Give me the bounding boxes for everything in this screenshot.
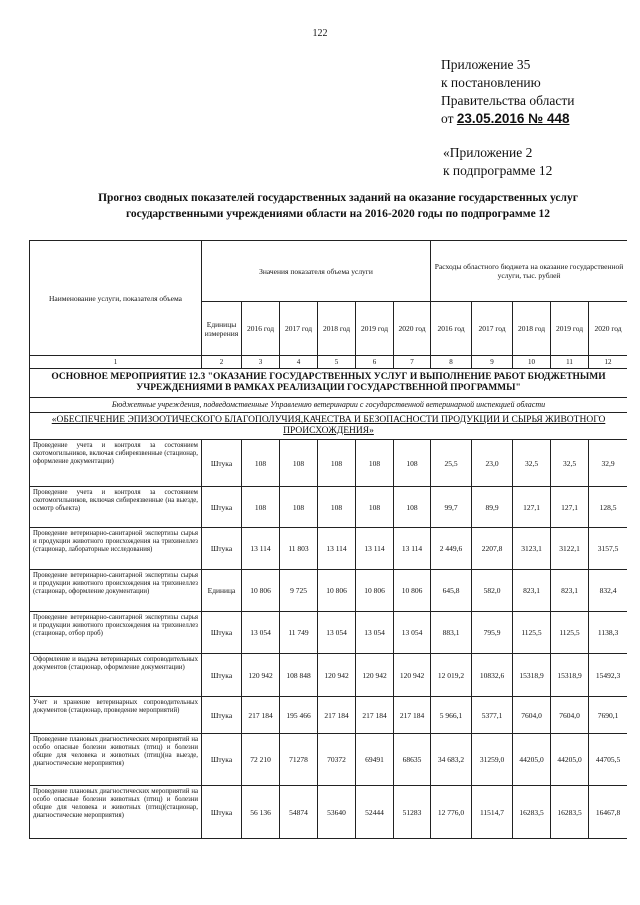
date-prefix: от xyxy=(441,111,454,126)
volume-value-cell: 13 054 xyxy=(318,612,356,654)
header-cost-year: 2018 год xyxy=(513,302,551,356)
budget-cost-cell: 11514,7 xyxy=(472,786,513,839)
table-row xyxy=(30,570,628,612)
service-name-cell: Учет и хранение ветеринарных сопроводительных документов (стационар, проведение мероприятий) xyxy=(30,697,202,734)
header-row-groups xyxy=(30,241,628,302)
budget-cost-cell: 3122,1 xyxy=(551,528,589,570)
data-rows xyxy=(30,440,628,839)
table-row xyxy=(30,612,628,654)
volume-value-cell: 13 114 xyxy=(356,528,394,570)
budget-cost-cell: 5 966,1 xyxy=(431,697,472,734)
volume-value-cell: 51283 xyxy=(394,786,431,839)
service-name-cell: Проведение учета и контроля за состоянием скотомогильников, включая сибиреязвенные (стационар, оформление документации) xyxy=(30,440,202,487)
header-value-year: 2016 год xyxy=(242,302,280,356)
budget-cost-cell: 16283,5 xyxy=(513,786,551,839)
volume-value-cell: 13 054 xyxy=(394,612,431,654)
table-row xyxy=(30,786,628,839)
volume-value-cell: 217 184 xyxy=(394,697,431,734)
budget-cost-cell: 12 776,0 xyxy=(431,786,472,839)
column-number: 3 xyxy=(242,356,280,369)
budget-cost-cell: 15492,3 xyxy=(589,654,627,697)
header-values-group: Значения показателя объема услуги xyxy=(202,241,431,302)
header-unit: Единицы измерения xyxy=(202,302,242,356)
title-line-1: Прогноз сводных показателей государственных заданий на оказание государственных услуг xyxy=(98,192,578,204)
volume-value-cell: 10 806 xyxy=(356,570,394,612)
budget-cost-cell: 823,1 xyxy=(551,570,589,612)
table-row xyxy=(30,440,628,487)
unit-cell: Штука xyxy=(202,734,242,786)
budget-cost-cell: 7604,0 xyxy=(513,697,551,734)
budget-cost-cell: 16283,5 xyxy=(551,786,589,839)
header-cost-year: 2019 год xyxy=(551,302,589,356)
column-number: 8 xyxy=(431,356,472,369)
header-value-year: 2018 год xyxy=(318,302,356,356)
volume-value-cell: 120 942 xyxy=(394,654,431,697)
table-row xyxy=(30,734,628,786)
column-number: 2 xyxy=(202,356,242,369)
forecast-table xyxy=(29,240,627,839)
volume-value-cell: 69491 xyxy=(356,734,394,786)
budget-cost-cell: 25,5 xyxy=(431,440,472,487)
budget-cost-cell: 645,8 xyxy=(431,570,472,612)
unit-cell: Штука xyxy=(202,654,242,697)
budget-cost-cell: 1125,5 xyxy=(551,612,589,654)
appendix2-block xyxy=(443,144,552,180)
volume-value-cell: 108 xyxy=(394,487,431,528)
budget-cost-cell: 44705,5 xyxy=(589,734,627,786)
unit-cell: Штука xyxy=(202,440,242,487)
volume-value-cell: 54874 xyxy=(280,786,318,839)
column-number: 10 xyxy=(513,356,551,369)
section-row xyxy=(30,369,628,398)
header-cost-year: 2020 год xyxy=(589,302,627,356)
budget-cost-cell: 7604,0 xyxy=(551,697,589,734)
column-number: 4 xyxy=(280,356,318,369)
volume-value-cell: 108 xyxy=(394,440,431,487)
column-numbers-row xyxy=(30,356,628,369)
unit-cell: Штука xyxy=(202,786,242,839)
volume-value-cell: 10 806 xyxy=(242,570,280,612)
table-row xyxy=(30,654,628,697)
budget-cost-cell: 16467,8 xyxy=(589,786,627,839)
volume-value-cell: 52444 xyxy=(356,786,394,839)
budget-cost-cell: 89,9 xyxy=(472,487,513,528)
budget-cost-cell: 32,9 xyxy=(589,440,627,487)
budget-cost-cell: 32,5 xyxy=(513,440,551,487)
volume-value-cell: 217 184 xyxy=(242,697,280,734)
service-name-cell: Проведение ветеринарно-санитарной экспертизы сырья и продукции животного происхождения на трихинеллез (стационар, оформление документации) xyxy=(30,570,202,612)
volume-value-cell: 108 xyxy=(242,487,280,528)
header-budget-group: Расходы областного бюджета на оказание государственной услуги, тыс. рублей xyxy=(431,241,627,302)
unit-cell: Штука xyxy=(202,487,242,528)
column-number: 6 xyxy=(356,356,394,369)
volume-value-cell: 108 xyxy=(280,440,318,487)
service-name-cell: Проведение ветеринарно-санитарной экспертизы сырья и продукции животного происхождения на трихинеллез (стационар, лабораторные исследования) xyxy=(30,528,202,570)
volume-value-cell: 13 114 xyxy=(242,528,280,570)
unit-cell: Штука xyxy=(202,697,242,734)
institutions-title: Бюджетные учреждения, подведомственные Управлению ветеринарии с государственной ветеринарной инспекцией области xyxy=(30,398,628,413)
volume-value-cell: 108 xyxy=(280,487,318,528)
budget-cost-cell: 582,0 xyxy=(472,570,513,612)
budget-cost-cell: 31259,0 xyxy=(472,734,513,786)
column-number: 9 xyxy=(472,356,513,369)
service-name-cell: Проведение ветеринарно-санитарной экспертизы сырья и продукции животного происхождения на трихинеллез (стационар, отбор проб) xyxy=(30,612,202,654)
document-title xyxy=(36,190,640,222)
budget-cost-cell: 15318,9 xyxy=(513,654,551,697)
volume-value-cell: 13 054 xyxy=(242,612,280,654)
volume-value-cell: 10 806 xyxy=(394,570,431,612)
volume-value-cell: 10 806 xyxy=(318,570,356,612)
budget-cost-cell: 2207,8 xyxy=(472,528,513,570)
table-row xyxy=(30,697,628,734)
budget-cost-cell: 10832,6 xyxy=(472,654,513,697)
budget-cost-cell: 3123,1 xyxy=(513,528,551,570)
appendix-line-2: к постановлению xyxy=(441,75,541,90)
volume-value-cell: 13 054 xyxy=(356,612,394,654)
header-value-year: 2019 год xyxy=(356,302,394,356)
budget-cost-cell: 2 449,6 xyxy=(431,528,472,570)
appendix-line-1: Приложение 35 xyxy=(441,57,531,72)
volume-value-cell: 56 136 xyxy=(242,786,280,839)
appendix-line-3: Правительства области xyxy=(441,93,575,108)
volume-value-cell: 108 xyxy=(356,440,394,487)
budget-cost-cell: 44205,0 xyxy=(513,734,551,786)
budget-cost-cell: 128,5 xyxy=(589,487,627,528)
budget-cost-cell: 1138,3 xyxy=(589,612,627,654)
budget-cost-cell: 795,9 xyxy=(472,612,513,654)
appendix-block xyxy=(441,56,574,128)
unit-cell: Единица xyxy=(202,570,242,612)
volume-value-cell: 13 114 xyxy=(318,528,356,570)
budget-cost-cell: 7690,1 xyxy=(589,697,627,734)
budget-cost-cell: 127,1 xyxy=(513,487,551,528)
budget-cost-cell: 44205,0 xyxy=(551,734,589,786)
appendix2-line-2: к подпрограмме 12 xyxy=(443,163,553,178)
header-cost-year: 2016 год xyxy=(431,302,472,356)
volume-value-cell: 72 210 xyxy=(242,734,280,786)
volume-value-cell: 11 803 xyxy=(280,528,318,570)
header-service-name: Наименование услуги, показателя объема xyxy=(30,241,202,356)
service-name-cell: Проведение плановых диагностических мероприятий на особо опасные болезни животных (птиц) и болезни общие для человека и животных (птиц)(на выезде, диагностические мероприятия) xyxy=(30,734,202,786)
volume-value-cell: 11 749 xyxy=(280,612,318,654)
column-number: 5 xyxy=(318,356,356,369)
column-number: 12 xyxy=(589,356,627,369)
column-number: 1 xyxy=(30,356,202,369)
header-cost-year: 2017 год xyxy=(472,302,513,356)
budget-cost-cell: 23,0 xyxy=(472,440,513,487)
budget-cost-cell: 15318,9 xyxy=(551,654,589,697)
service-name-cell: Проведение учета и контроля за состоянием скотомогильников, включая сибиреязвенные (на выезде, осмотр объекта) xyxy=(30,487,202,528)
budget-cost-cell: 832,4 xyxy=(589,570,627,612)
column-number: 7 xyxy=(394,356,431,369)
budget-cost-cell: 34 683,2 xyxy=(431,734,472,786)
budget-cost-cell: 127,1 xyxy=(551,487,589,528)
volume-value-cell: 108 xyxy=(356,487,394,528)
header-value-year: 2017 год xyxy=(280,302,318,356)
section-title: ОСНОВНОЕ МЕРОПРИЯТИЕ 12.3 "ОКАЗАНИЕ ГОСУДАРСТВЕННЫХ УСЛУГ И ВЫПОЛНЕНИЕ РАБОТ БЮДЖЕТНЫМИ УЧРЕЖДЕНИЯМИ В РАМКАХ РЕАЛИЗАЦИИ ГОСУДАРСТВЕННОЙ ПРОГРАММЫ" xyxy=(30,369,628,398)
unit-cell: Штука xyxy=(202,612,242,654)
table-row xyxy=(30,528,628,570)
volume-value-cell: 195 466 xyxy=(280,697,318,734)
service-name-cell: Проведение плановых диагностических мероприятий на особо опасные болезни животных (птиц) и болезни общие для человека и животных (птиц)(стационар, диагностические мероприятия) xyxy=(30,786,202,839)
volume-value-cell: 120 942 xyxy=(242,654,280,697)
date-value: 23.05.2016 № 448 xyxy=(456,111,570,126)
appendix2-line-1: «Приложение 2 xyxy=(443,145,533,160)
service-name-cell: Оформление и выдача ветеринарных сопроводительных документов (стационар, оформление документации) xyxy=(30,654,202,697)
budget-cost-cell: 823,1 xyxy=(513,570,551,612)
volume-value-cell: 108 848 xyxy=(280,654,318,697)
subsection-row xyxy=(30,413,628,440)
budget-cost-cell: 32,5 xyxy=(551,440,589,487)
volume-value-cell: 70372 xyxy=(318,734,356,786)
volume-value-cell: 120 942 xyxy=(318,654,356,697)
volume-value-cell: 68635 xyxy=(394,734,431,786)
budget-cost-cell: 1125,5 xyxy=(513,612,551,654)
subsection-title: «ОБЕСПЕЧЕНИЕ ЭПИЗООТИЧЕСКОГО БЛАГОПОЛУЧИЯ,КАЧЕСТВА И БЕЗОПАСНОСТИ ПРОДУКЦИИ И СЫРЬЯ ЖИВОТНОГО ПРОИСХОЖДЕНИЯ» xyxy=(30,413,628,440)
forecast-table-wrapper xyxy=(29,240,627,855)
title-line-2: государственными учреждениями области на 2016-2020 годы по подпрограмме 12 xyxy=(125,208,551,220)
volume-value-cell: 13 114 xyxy=(394,528,431,570)
budget-cost-cell: 5377,1 xyxy=(472,697,513,734)
volume-value-cell: 71278 xyxy=(280,734,318,786)
appendix-date-line xyxy=(441,110,574,128)
volume-value-cell: 120 942 xyxy=(356,654,394,697)
budget-cost-cell: 3157,5 xyxy=(589,528,627,570)
volume-value-cell: 217 184 xyxy=(318,697,356,734)
budget-cost-cell: 12 019,2 xyxy=(431,654,472,697)
volume-value-cell: 108 xyxy=(242,440,280,487)
unit-cell: Штука xyxy=(202,528,242,570)
page-number: 122 xyxy=(312,28,328,39)
budget-cost-cell: 99,7 xyxy=(431,487,472,528)
budget-cost-cell: 883,1 xyxy=(431,612,472,654)
table-row xyxy=(30,487,628,528)
volume-value-cell: 108 xyxy=(318,487,356,528)
header-value-year: 2020 год xyxy=(394,302,431,356)
volume-value-cell: 217 184 xyxy=(356,697,394,734)
column-number: 11 xyxy=(551,356,589,369)
volume-value-cell: 108 xyxy=(318,440,356,487)
institutions-row xyxy=(30,398,628,413)
volume-value-cell: 53640 xyxy=(318,786,356,839)
volume-value-cell: 9 725 xyxy=(280,570,318,612)
